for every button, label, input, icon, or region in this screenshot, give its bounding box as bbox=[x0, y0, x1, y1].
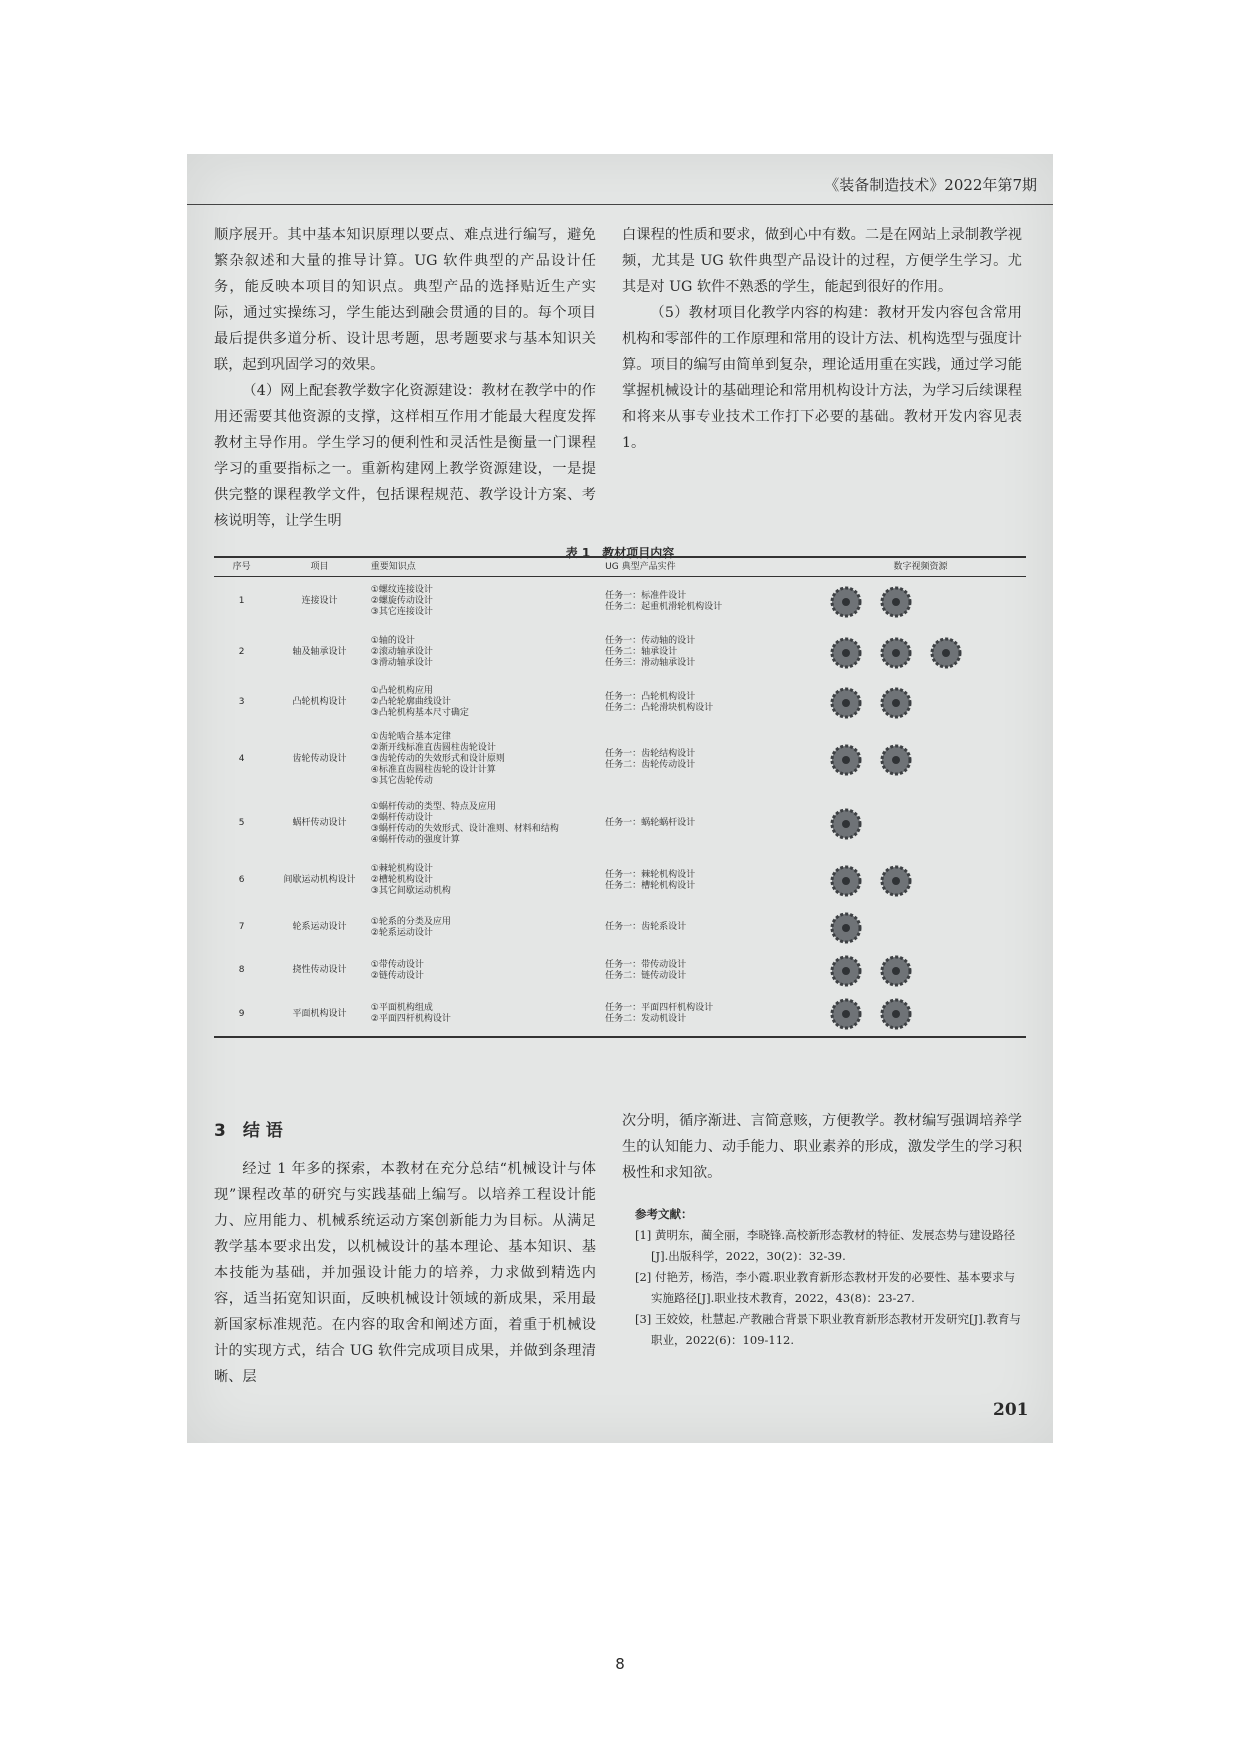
table-row bbox=[214, 727, 1026, 793]
row-video-resources bbox=[815, 907, 1026, 949]
row-number: 9 bbox=[214, 993, 269, 1037]
row-number: 8 bbox=[238, 965, 245, 975]
body-column-left-bottom bbox=[214, 1156, 596, 1390]
table-row bbox=[214, 793, 1026, 855]
row-ug-tasks: 任务一：平面四杆机构设计 任务二：发动机设计 bbox=[604, 993, 815, 1037]
row-video-resources bbox=[815, 727, 1026, 793]
row-knowledge: ①凸轮机构应用 ②凸轮轮廓曲线设计 ③凸轮机构基本尺寸确定 bbox=[370, 686, 469, 718]
worm-gear-render bbox=[826, 805, 866, 843]
shaft-render bbox=[826, 634, 866, 672]
row-knowledge: ①平面机构组成 ②平面四杆机构设计 bbox=[370, 993, 604, 1037]
header-video-resources: 数字视频资源 bbox=[815, 557, 1026, 577]
table-caption: 表 1 教材项目内容 bbox=[565, 546, 675, 560]
row-ug-tasks: 任务一：齿轮系设计 bbox=[605, 922, 687, 932]
row-number: 1 bbox=[238, 596, 245, 607]
row-project: 间歇运动机构设计 bbox=[283, 875, 356, 885]
project-content-table bbox=[214, 556, 1026, 1038]
row-ug-tasks: 任务一：标准件设计 任务二：起重机滑轮机构设计 bbox=[605, 590, 723, 612]
row-project: 凸轮机构设计 bbox=[292, 697, 347, 707]
row-ug-tasks: 任务一：带传动设计 任务二：链传动设计 bbox=[605, 959, 687, 981]
row-knowledge: ①带传动设计 ②链传动设计 bbox=[370, 959, 424, 981]
table-row bbox=[214, 993, 1026, 1037]
row-video-resources bbox=[815, 679, 1026, 727]
row-video-resources bbox=[815, 793, 1026, 855]
engine-render bbox=[876, 995, 916, 1033]
bearing-block-render bbox=[926, 634, 966, 672]
cam-render bbox=[826, 684, 866, 722]
row-video-resources bbox=[815, 627, 1026, 679]
pulley-hook-render bbox=[876, 583, 916, 621]
row-project: 轴及轴承设计 bbox=[292, 647, 347, 657]
ratchet-render bbox=[826, 862, 866, 900]
body-column-right-bottom bbox=[622, 1108, 1022, 1186]
header-knowledge: 重要知识点 bbox=[370, 557, 604, 577]
row-project: 齿轮传动设计 bbox=[292, 754, 347, 764]
row-knowledge: ①蜗杆传动的类型、特点及应用 ②蜗杆传动设计 ③蜗杆传动的失效形式、设计准则、材料和结构 ④蜗杆传动的强度计算 bbox=[370, 801, 559, 845]
table-header-row bbox=[214, 557, 1026, 577]
row-project: 连接设计 bbox=[301, 596, 338, 607]
journal-page-folio: 201 bbox=[993, 1400, 1029, 1420]
row-number: 3 bbox=[238, 697, 245, 707]
paragraph: 次分明，循序渐进、言简意赅，方便教学。教材编写强调培养学生的认知能力、动手能力、职业素养的形成，激发学生的学习积极性和求知欲。 bbox=[622, 1113, 1022, 1181]
running-head: 《装备制造技术》2022年第7期 bbox=[824, 176, 1037, 194]
gearbox-render bbox=[876, 741, 916, 779]
bearing-render bbox=[876, 634, 916, 672]
row-knowledge: ①轴的设计 ②滚动轴承设计 ③滑动轴承设计 bbox=[370, 636, 433, 668]
row-knowledge: ①螺纹连接设计 ②螺旋传动设计 ③其它连接设计 bbox=[370, 585, 433, 618]
bolt-render bbox=[826, 583, 866, 621]
belt-drive-render bbox=[826, 952, 866, 990]
header-no: 序号 bbox=[214, 557, 269, 577]
row-project: 平面机构设计 bbox=[269, 993, 370, 1037]
section-title: 3 结 语 bbox=[214, 1121, 283, 1141]
paragraph: 白课程的性质和要求，做到心中有数。二是在网站上录制教学视频，尤其是 UG 软件典型产品设计的过程，方便学生学习。尤其是对 UG 软件不熟悉的学生，能起到很好的作用。 bbox=[622, 227, 1022, 295]
table-row bbox=[214, 949, 1026, 993]
row-number: 4 bbox=[238, 754, 245, 764]
row-ug-tasks: 任务一：棘轮机构设计 任务二：槽轮机构设计 bbox=[605, 869, 696, 891]
table-row bbox=[214, 577, 1026, 627]
row-knowledge: ①棘轮机构设计 ②槽轮机构设计 ③其它间歇运动机构 bbox=[370, 864, 451, 896]
scanned-journal-page bbox=[187, 154, 1053, 1443]
row-video-resources bbox=[815, 993, 1026, 1037]
chain-drive-render bbox=[876, 952, 916, 990]
row-number: 6 bbox=[238, 875, 245, 885]
row-knowledge: ①齿轮啮合基本定律 ②渐开线标准直齿圆柱齿轮设计 ③齿轮传动的失效形式和设计原则 ④标准直齿圆柱齿轮的设计计算 ⑤其它齿轮传动 bbox=[370, 732, 505, 786]
cam-follower-render bbox=[876, 684, 916, 722]
row-project: 蜗杆传动设计 bbox=[292, 818, 347, 828]
linkage-render bbox=[826, 995, 866, 1033]
row-number: 5 bbox=[238, 818, 245, 828]
row-number: 2 bbox=[238, 647, 245, 657]
geneva-render bbox=[876, 862, 916, 900]
page-number: 8 bbox=[615, 1655, 625, 1673]
paragraph: （5）教材项目化教学内容的构建：教材开发内容包含常用机构和零部件的工作原理和常用的设计方法、机构选型与强度计算。项目的编写由简单到复杂，理论适用重在实践，通过学习能掌握机械设计的基础理论和常用机构设计方法，为学习后续课程和将来从事专业技术工作打下必要的基础。教材开发内容见表 1。 bbox=[622, 305, 1022, 451]
header-project: 项目 bbox=[269, 557, 370, 577]
references bbox=[635, 1204, 1025, 1351]
header-ug-tasks: UG 典型产品实件 bbox=[604, 557, 815, 577]
row-project: 挠性传动设计 bbox=[292, 965, 347, 975]
row-video-resources bbox=[815, 855, 1026, 907]
references-title: 参考文献： bbox=[635, 1207, 693, 1221]
table-row bbox=[214, 679, 1026, 727]
paragraph: 顺序展开。其中基本知识原理以要点、难点进行编写，避免繁杂叙述和大量的推导计算。UG 软件典型的产品设计任务，能反映本项目的知识点。典型产品的选择贴近生产实际，通过实操练习，学生能达到融会贯通的目的。每个项目最后提供多道分析、设计思考题，思考题要求与基本知识关联，起到巩固学习的效果。 bbox=[214, 227, 596, 373]
body-column-left-top bbox=[214, 222, 596, 534]
row-ug-tasks: 任务一：凸轮机构设计 任务二：凸轮滑块机构设计 bbox=[605, 691, 714, 713]
gear-render bbox=[826, 741, 866, 779]
row-video-resources bbox=[815, 949, 1026, 993]
row-knowledge: ①轮系的分类及应用 ②轮系运动设计 bbox=[370, 916, 451, 938]
row-number: 7 bbox=[238, 922, 245, 932]
row-ug-tasks: 任务一：传动轴的设计 任务二：轴承设计 任务三：滑动轴承设计 bbox=[605, 636, 696, 668]
reference-item: [1] 黄明东，蔺全丽，李晓锋.高校新形态教材的特征、发展态势与建设路径[J].出版科学，2022，30(2)：32-39. bbox=[635, 1228, 1016, 1263]
table-row bbox=[214, 855, 1026, 907]
row-project: 轮系运动设计 bbox=[292, 922, 347, 932]
header-rule bbox=[187, 204, 1053, 205]
table-row bbox=[214, 907, 1026, 949]
body-column-right-top bbox=[622, 222, 1022, 456]
paragraph: 经过 1 年多的探索，本教材在充分总结“机械设计与体现”课程改革的研究与实践基础上编写。以培养工程设计能力、应用能力、机械系统运动方案创新能力为目标。从满足教学基本要求出发，以机械设计的基本理论、基本知识、基本技能为基础，并加强设计能力的培养，力求做到精选内容，适当拓宽知识面，反映机械设计领域的新成果，采用最新国家标准规范。在内容的取舍和阐述方面，着重于机械设计的实现方式，结合 UG 软件完成项目成果，并做到条理清晰、层 bbox=[214, 1161, 596, 1385]
row-ug-tasks: 任务一：齿轮结构设计 任务二：齿轮传动设计 bbox=[605, 748, 696, 770]
reference-item: [3] 王姣姣，杜慧起.产教融合背景下职业教育新形态教材开发研究[J].教育与职业，2022(6)：109-112. bbox=[635, 1312, 1021, 1347]
gear-train-render bbox=[826, 909, 866, 947]
row-video-resources bbox=[815, 577, 1026, 627]
table-row bbox=[214, 627, 1026, 679]
row-ug-tasks: 任务一：蜗轮蜗杆设计 bbox=[605, 818, 696, 828]
paragraph: （4）网上配套教学数字化资源建设：教材在教学中的作用还需要其他资源的支撑，这样相互作用才能最大程度发挥教材主导作用。学生学习的便利性和灵活性是衡量一门课程学习的重要指标之一。重新构建网上教学资源建设，一是提供完整的课程教学文件，包括课程规范、教学设计方案、考核说明等，让学生明 bbox=[214, 383, 596, 529]
reference-item: [2] 付艳芳，杨浩，李小霞.职业教育新形态教材开发的必要性、基本要求与实施路径[J].职业技术教育，2022，43(8)：23-27. bbox=[635, 1270, 1016, 1305]
